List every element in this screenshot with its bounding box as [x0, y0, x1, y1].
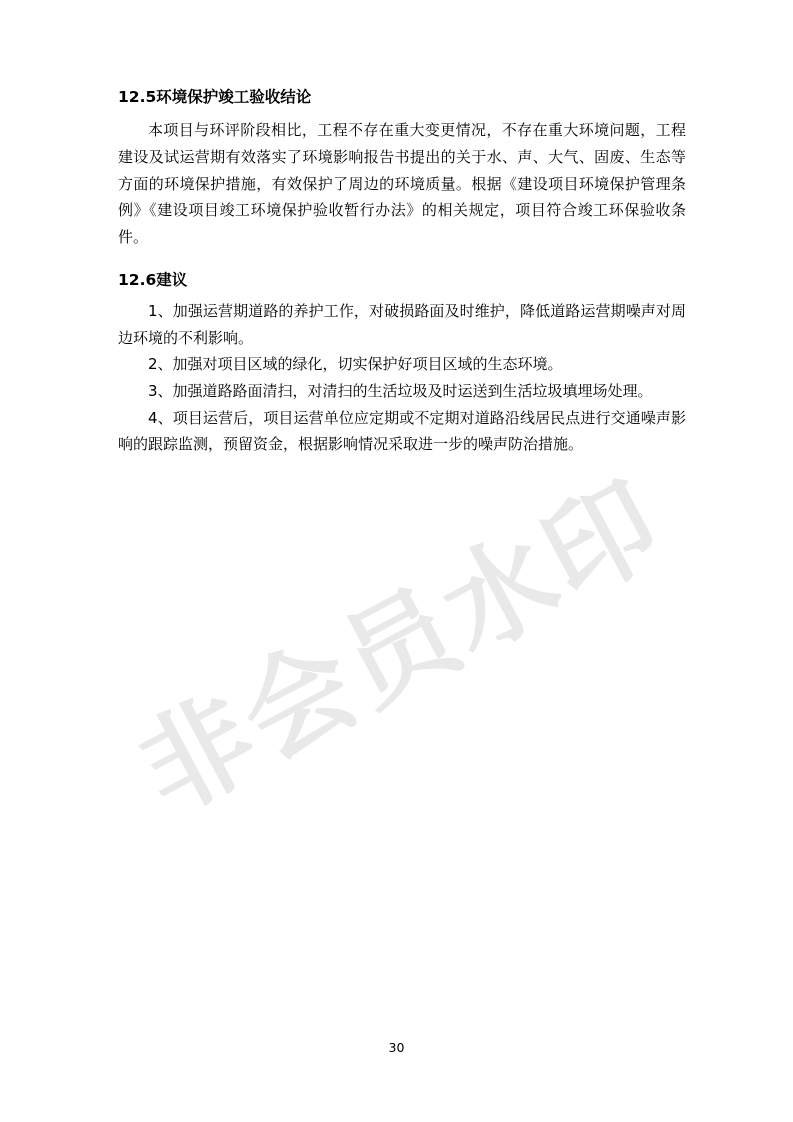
section-12-5-paragraph-1: 本项目与环评阶段相比，工程不存在重大变更情况，不存在重大环境问题，工程建设及试运营期有效落实了环境影响报告书提出的关于水、声、大气、固废、生态等方面的环境保护措施，有效保护了周边的环境质量。根据《建设项目环境保护管理条例》《建设项目竣工环境保护验收暂行办法》的相关规定，项目符合竣工环保验收条件。 — [118, 121, 686, 246]
section-12-6-paragraph-4: 4、项目运营后，项目运营单位应定期或不定期对道路沿线居民点进行交通噪声影响的跟踪监测，预留资金，根据影响情况采取进一步的噪声防治措施。 — [118, 408, 686, 454]
section-heading-12-5: 12.5环境保护竣工验收结论 — [118, 88, 312, 106]
section-12-6-paragraph-1: 1、加强运营期道路的养护工作，对破损路面及时维护，降低道路运营期噪声对周边环境的不利影响。 — [118, 301, 686, 347]
section-12-6-paragraph-3: 3、加强道路路面清扫，对清扫的生活垃圾及时运送到生活垃圾填埋场处理。 — [148, 382, 653, 400]
watermark-text: 非会员水印 — [119, 456, 683, 838]
page-number: 30 — [388, 1040, 405, 1055]
section-heading-12-6: 12.6建议 — [118, 270, 188, 289]
section-divider-spacer — [118, 251, 686, 255]
document-body — [118, 86, 686, 458]
section-12-6-paragraph-2: 2、加强对项目区域的绿化，切实保护好项目区域的生态环境。 — [148, 355, 563, 374]
